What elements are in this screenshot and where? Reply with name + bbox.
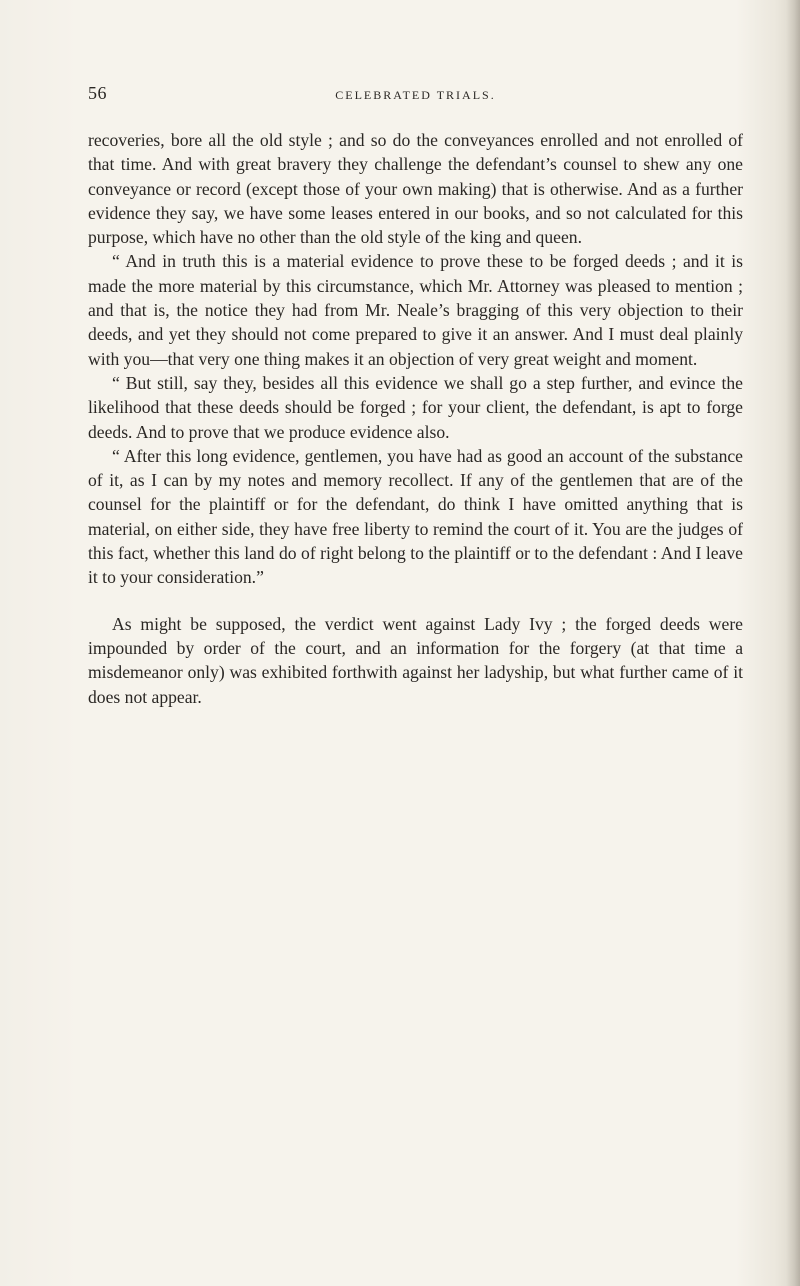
running-head xyxy=(88,83,743,105)
running-head-title: CELEBRATED TRIALS. xyxy=(335,88,496,102)
paragraph: recoveries, bore all the old style ; and so do the conveyances enrolled and not enrolled of that time. And with great bravery they challenge the defendant’s counsel to shew any one conveyance or record (except those of your own making) that is otherwise. And as a further evidence they say, we have some leases entered in our books, and so not calculated for this purpose, which have no other than the old style of the king and queen. xyxy=(88,130,743,248)
paragraph: “ After this long evidence, gentlemen, you have had as good an account of the substance of it, as I can by my notes and memory recollect. If any of the gentlemen that are of the counsel for the plaintiff or for the defendant, do think I have omitted anything that is material, on either side, they have free liberty to remind the court of it. You are the judges of this fact, whether this land do of right belong to the plaintiff or to the defendant : And I leave it to your consideration.” xyxy=(88,445,743,588)
closing-paragraph: As might be supposed, the verdict went against Lady Ivy ; the forged deeds were impounded by order of the court, and an information for the forgery (at that time a misdemeanor only) was exhibited forthwith against her ladyship, but what further came of it does not appear. xyxy=(88,613,743,707)
page-edge-shadow xyxy=(786,0,800,1286)
body-text xyxy=(88,128,743,709)
page-number: 56 xyxy=(88,83,107,103)
paragraph: “ But still, say they, besides all this evidence we shall go a step further, and evince the likelihood that these deeds should be forged ; for your client, the defendant, is apt to forge deeds. And to prove that we produce evidence also. xyxy=(88,372,743,442)
paragraph: “ And in truth this is a material evidence to prove these to be forged deeds ; and it is made the more material by this circumstance, which Mr. Attorney was pleased to mention ; and that is, the notice they had from Mr. Neale’s bragging of this very objection to their deeds, and yet they should not come prepared to give it an answer. And I must deal plainly with you—that very one thing makes it an objection of very great weight and moment. xyxy=(88,251,743,369)
